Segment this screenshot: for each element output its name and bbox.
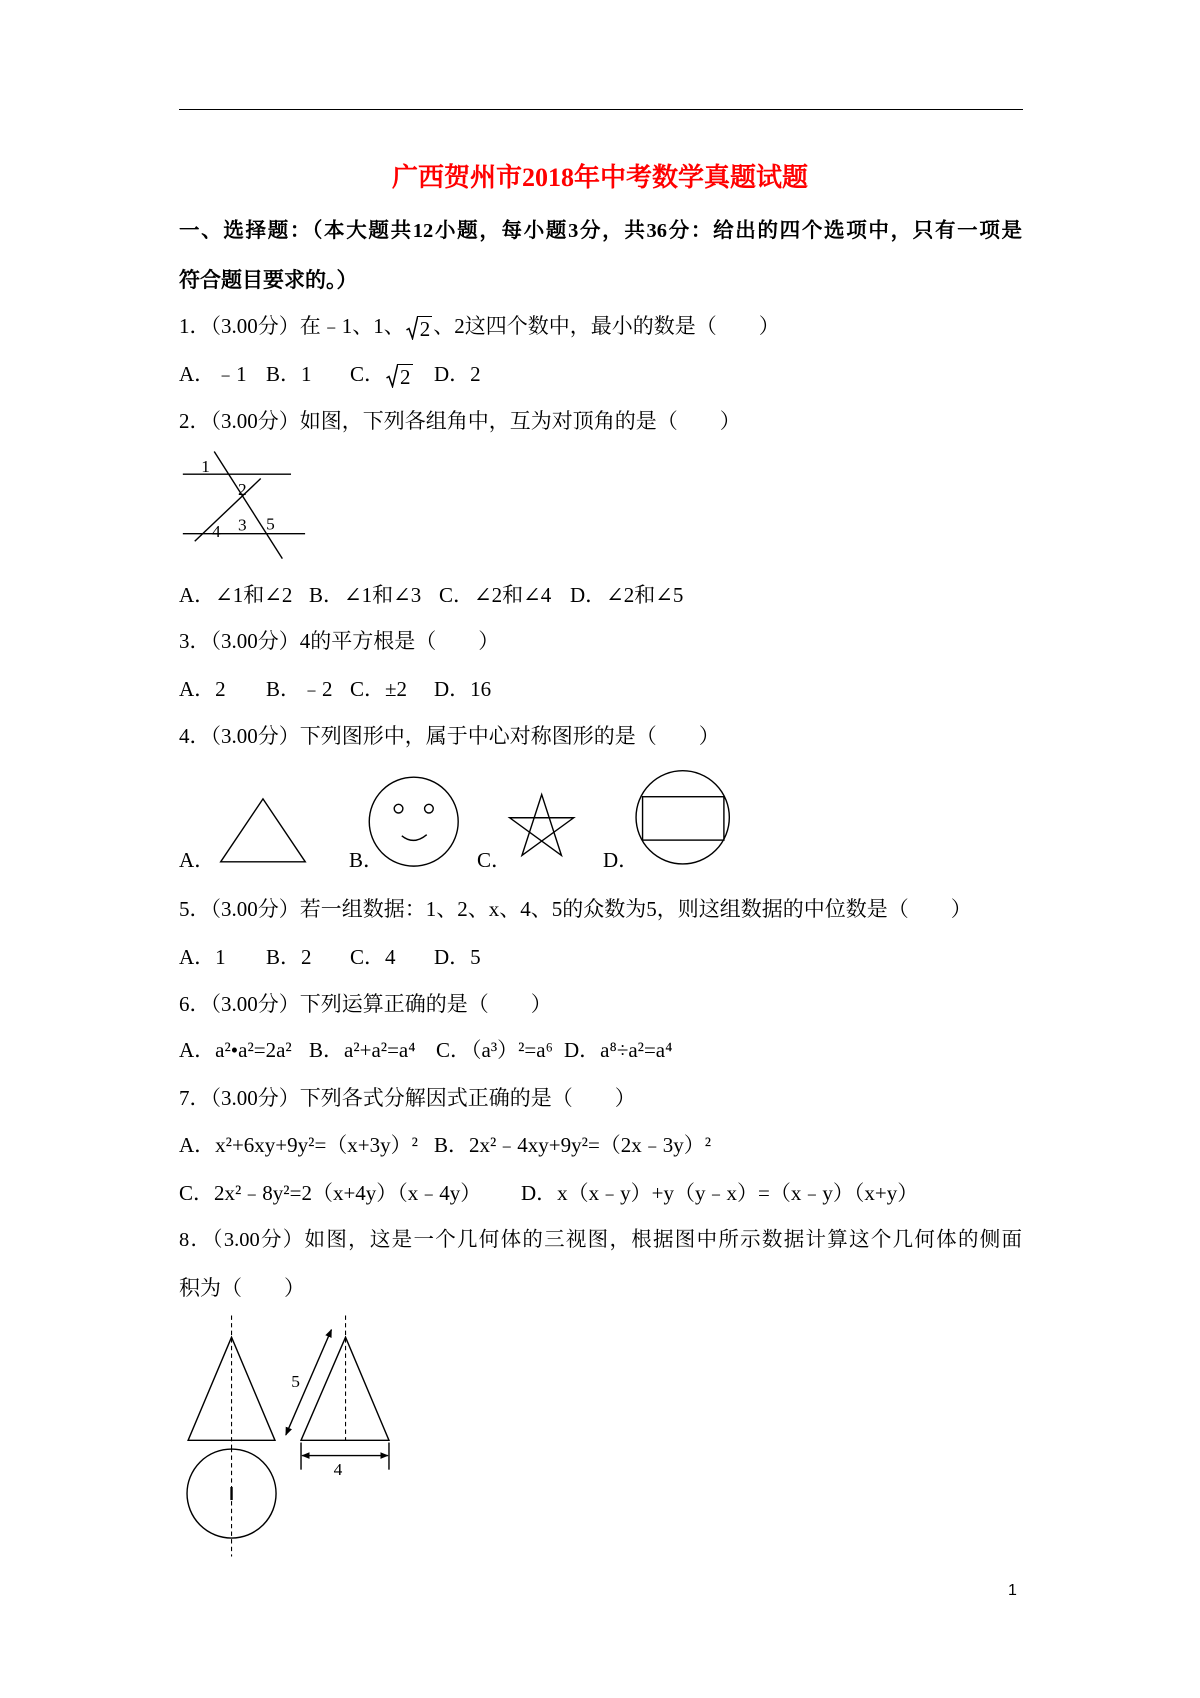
q6-option-b-label: B．: [309, 1038, 345, 1062]
dimension-label-base: 4: [333, 1460, 343, 1480]
q3-option-c-label: C．: [350, 677, 386, 701]
q1-option-d: [434, 359, 481, 389]
q5-option-b-label: B．: [266, 945, 302, 969]
smiley-right-eye: [425, 804, 434, 813]
angle-label-5: 5: [266, 514, 275, 534]
sqrt-symbol-icon: [406, 316, 418, 340]
question-7-options-row-1: [0, 1130, 1200, 1160]
q1-option-a-text: ﹣1: [215, 362, 247, 386]
question-1-options: [0, 359, 1200, 389]
q3-option-d-label: D．: [434, 677, 471, 701]
question-5-stem: 5．（3.00分）若一组数据：1、2、x、4、5的众数为5，则这组数据的中位数是（ ）: [179, 897, 972, 921]
q7-option-c: [179, 1178, 481, 1208]
q3-option-b: [266, 674, 333, 704]
question-6-stem: 6．（3.00分）下列运算正确的是（ ）: [179, 992, 552, 1016]
q6-option-b: [309, 1035, 416, 1065]
q7-option-a-text: x²+6xy+9y²=（x+3y）²: [215, 1133, 418, 1157]
q1-option-b-label: B．: [266, 362, 302, 386]
question-3-options: [0, 674, 1200, 704]
q2-option-b-text: ∠1和∠3: [344, 583, 422, 607]
sqrt-symbol-path: [406, 317, 418, 339]
q3-option-c: [350, 674, 407, 704]
q6-option-d-text: a⁸÷a²=a⁴: [600, 1038, 673, 1062]
q4-option-d-label: D．: [603, 848, 640, 872]
question-3-stem: 3．（3.00分）4的平方根是（ ）: [179, 629, 500, 653]
question-1-stem-before: 1．（3.00分）在﹣1、1、: [179, 314, 405, 338]
section-heading-line-2: 符合题目要求的。）: [179, 268, 358, 292]
q2-option-c-text: ∠2和∠4: [474, 583, 552, 607]
q5-option-c: [350, 942, 396, 972]
q4-option-c-label: C．: [477, 848, 513, 872]
q1-option-c: [350, 359, 414, 389]
q2-option-a-label: A．: [179, 583, 216, 607]
transversal-line-1: [214, 451, 282, 558]
question-5-options: [0, 942, 1200, 972]
q2-option-b-label: B．: [309, 583, 345, 607]
q6-option-a-label: A．: [179, 1038, 216, 1062]
page-number: 1: [1008, 1582, 1017, 1599]
question-2-options: [0, 580, 1200, 610]
q7-option-c-text: 2x²﹣8y²=2（x+4y）（x﹣4y）: [214, 1181, 482, 1205]
q7-option-b: [434, 1130, 711, 1160]
figure-q2-angles: [174, 445, 315, 564]
q3-option-a-label: A．: [179, 677, 216, 701]
q7-option-a-label: A．: [179, 1133, 216, 1157]
inscribed-rectangle: [643, 797, 724, 840]
q2-option-c: [439, 580, 551, 610]
q1-option-c-label: C．: [350, 362, 386, 386]
q1-option-d-text: 2: [470, 362, 481, 386]
question-4-options: [0, 845, 1200, 875]
smiley-mouth: [402, 835, 427, 841]
q2-option-d-label: D．: [570, 583, 607, 607]
question-2-stem: 2．（3.00分）如图，下列各组角中，互为对顶角的是（ ）: [179, 409, 741, 433]
q1-option-b-text: 1: [301, 362, 312, 386]
top-view: [187, 1448, 276, 1557]
question-7-stem: 7．（3.00分）下列各式分解因式正确的是（ ）: [179, 1086, 636, 1110]
q4-option-b-label: B．: [349, 848, 385, 872]
q3-option-a-text: 2: [215, 677, 226, 701]
question-1-stem: [179, 311, 780, 341]
sqrt-expression: [386, 364, 413, 388]
q5-option-d: [434, 942, 481, 972]
header-rule: [179, 109, 1023, 110]
q6-option-c: [436, 1035, 553, 1065]
q2-option-c-label: C．: [439, 583, 475, 607]
q5-option-b: [266, 942, 312, 972]
q6-option-d: [564, 1035, 672, 1065]
q7-option-a: [179, 1130, 418, 1160]
sqrt-symbol-icon: [386, 364, 398, 388]
q7-option-b-text: 2x²﹣4xy+9y²=（2x﹣3y）²: [469, 1133, 712, 1157]
q2-option-d-text: ∠2和∠5: [606, 583, 684, 607]
page-title: 广西贺州市2018年中考数学真题试题: [391, 163, 808, 192]
q7-option-d: [521, 1178, 918, 1208]
q3-option-d-text: 16: [470, 677, 492, 701]
q2-option-a: [179, 580, 292, 610]
sqrt-symbol-path: [387, 365, 399, 387]
q2-option-a-text: ∠1和∠2: [215, 583, 293, 607]
q3-option-b-text: ﹣2: [301, 677, 333, 701]
section-heading-line-1: 一、选择题：（本大题共12小题，每小题3分，共36分：给出的四个选项中，只有一项是: [179, 220, 1022, 242]
q5-option-c-label: C．: [350, 945, 386, 969]
q3-option-c-text: ±2: [385, 677, 408, 701]
angle-label-1: 1: [201, 457, 210, 477]
q7-option-b-label: B．: [434, 1133, 470, 1157]
sqrt-radicand: 2: [419, 317, 431, 341]
q7-option-d-label: D．: [521, 1181, 558, 1205]
angle-label-4: 4: [212, 521, 221, 541]
q6-option-d-label: D．: [564, 1038, 601, 1062]
q1-option-a: [179, 359, 247, 389]
q5-option-b-text: 2: [301, 945, 312, 969]
question-4-stem: 4．（3.00分）下列图形中，属于中心对称图形的是（ ）: [179, 724, 720, 748]
q5-option-c-text: 4: [385, 945, 396, 969]
q5-option-d-text: 5: [470, 945, 481, 969]
q1-option-b: [266, 359, 312, 389]
question-7-options-row-2: [0, 1178, 1200, 1208]
q7-option-c-label: C．: [179, 1181, 215, 1205]
q3-option-b-label: B．: [266, 677, 302, 701]
q6-option-c-label: C．: [436, 1038, 472, 1062]
q4-option-a-label: A．: [179, 848, 216, 872]
angle-label-3: 3: [238, 515, 247, 535]
q7-option-d-text: x（x﹣y）+y（y﹣x）=（x﹣y）（x+y）: [557, 1181, 919, 1205]
q3-option-a: [179, 674, 226, 704]
question-8-stem-line-2: 积为（ ）: [179, 1276, 305, 1300]
figure-q8-three-views: [174, 1311, 402, 1561]
q5-option-a-text: 1: [215, 945, 226, 969]
question-1-stem-after: 、2这四个数中，最小的数是（ ）: [433, 314, 780, 338]
q6-option-a-text: a²•a²=2a²: [215, 1038, 292, 1062]
question-6-options: [0, 1035, 1200, 1065]
q6-option-a: [179, 1035, 292, 1065]
question-8-stem-line-1: 8．（3.00分）如图，这是一个几何体的三视图，根据图中所示数据计算这个几何体的侧面: [179, 1229, 1022, 1251]
q5-option-a: [179, 942, 226, 972]
angle-label-2: 2: [238, 479, 247, 499]
sqrt-radicand: 2: [400, 365, 411, 389]
q5-option-a-label: A．: [179, 945, 216, 969]
q1-option-d-label: D．: [434, 362, 471, 386]
q6-option-c-text: （a³）²=a⁶: [471, 1038, 553, 1062]
q2-option-d: [570, 580, 683, 610]
smiley-left-eye: [394, 804, 403, 813]
q2-option-b: [309, 580, 421, 610]
sqrt-expression: [406, 316, 433, 340]
dimension-label-slant: 5: [291, 1372, 300, 1392]
front-view: [188, 1315, 275, 1447]
q5-option-d-label: D．: [434, 945, 471, 969]
q6-option-b-text: a²+a²=a⁴: [344, 1038, 416, 1062]
q1-option-a-label: A．: [179, 362, 216, 386]
side-view: [286, 1315, 389, 1479]
q3-option-d: [434, 674, 491, 704]
